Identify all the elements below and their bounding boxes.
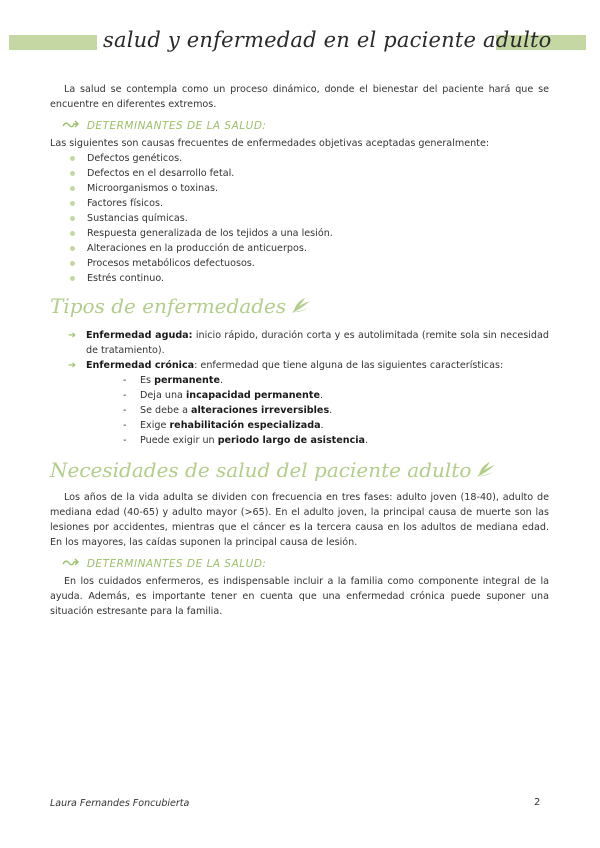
item-text: Se debe a [140,405,192,416]
list-item-aguda [68,328,549,358]
intro-paragraph: La salud se contempla como un proceso dinámico, donde el bienestar del paciente hará que se encuentre en diferentes extremos. [50,84,549,110]
chronic-characteristics-list [86,373,549,448]
item-text: Puede exigir un [140,435,218,446]
item-bold: rehabilitación especializada [169,420,321,431]
list-item: Sustancias químicas. [70,211,333,226]
list-item [123,388,549,403]
term-aguda: Enfermedad aguda: [86,330,193,341]
item-bold: permanente [154,375,220,386]
aguda-description: inicio rápido, duración corta y es autolimitada (remite sola sin necesidad de tratamiento). [86,330,549,356]
right-arrow-icon: ➔ [68,360,77,371]
list-item [123,433,549,448]
list-item: Microorganismos o toxinas. [70,181,333,196]
subheading-text: DETERMINANTES DE LA SALUD: [86,120,267,132]
list-item: Defectos en el desarrollo fetal. [70,166,333,181]
page-number: 2 [534,797,541,808]
list-item [123,403,549,418]
item-punct: . [365,435,369,446]
disease-types-list [68,328,549,448]
item-bold: periodo largo de asistencia [217,435,366,446]
item-text: Exige [140,420,170,431]
item-punct: . [319,390,324,401]
list-item [123,373,549,388]
term-cronica: Enfermedad crónica [86,360,195,371]
footer-author: Laura Fernandes Foncubierta [50,798,190,809]
list-item-cronica [68,358,549,448]
list-item: Procesos metabólicos defectuosos. [70,256,333,271]
necesidades-paragraph: Los años de la vida adulta se dividen con frecuencia en tres fases: adulto joven (18-40), adulto de mediana edad (40-65) y adulto mayor (>65). En el adulto joven, la principal causa de muerte son las lesiones por accidentes, mientras que el cáncer es la tercera causa en los adultos de mediana edad. En los mayores, las caídas suponen la principal causa de lesión. [50,492,549,548]
subheading-determinantes-1 [62,120,266,132]
squiggle-arrow-icon [62,120,84,132]
list-item: Defectos genéticos. [70,151,333,166]
item-bold: incapacidad permanente [185,390,320,401]
subheading-determinantes-2 [62,558,266,570]
causes-list [70,151,333,286]
list-item: Respuesta generalizada de los tejidos a una lesión. [70,226,333,241]
list-item: Estrés continuo. [70,271,333,286]
item-text: Deja una [140,390,186,401]
list-item: Factores físicos. [70,196,333,211]
list-item: Alteraciones en la producción de anticuerpos. [70,241,333,256]
cronica-description: : enfermedad que tiene alguna de las siguientes características: [194,360,504,371]
section-title-necesidades [50,458,497,484]
leaf-icon [475,460,497,484]
determinantes-2-paragraph: En los cuidados enfermeros, es indispensable incluir a la familia como componente integral de la ayuda. Además, es importante tener en cuenta que una enfermedad crónica puede suponer una situación estresante para la familia. [50,576,549,617]
list-item [123,418,549,433]
leaf-icon [290,296,312,320]
title-bar-left [9,35,97,50]
item-punct: . [219,375,224,386]
item-bold: alteraciones irreversibles [191,405,330,416]
item-text: Es [140,375,155,386]
squiggle-arrow-icon [62,558,84,570]
section-title-text: Tipos de enfermedades [50,294,287,318]
item-punct: . [329,405,333,416]
section-title-tipos [50,294,312,320]
item-punct: . [320,420,324,431]
page-title: salud y enfermedad en el paciente adulto [103,28,552,52]
subheading-text: DETERMINANTES DE LA SALUD: [86,558,267,570]
section-title-text: Necesidades de salud del paciente adulto [50,458,472,482]
determinantes-lead: Las siguientes son causas frecuentes de enfermedades objetivas aceptadas generalmente: [50,138,490,149]
right-arrow-icon: ➔ [68,330,77,341]
